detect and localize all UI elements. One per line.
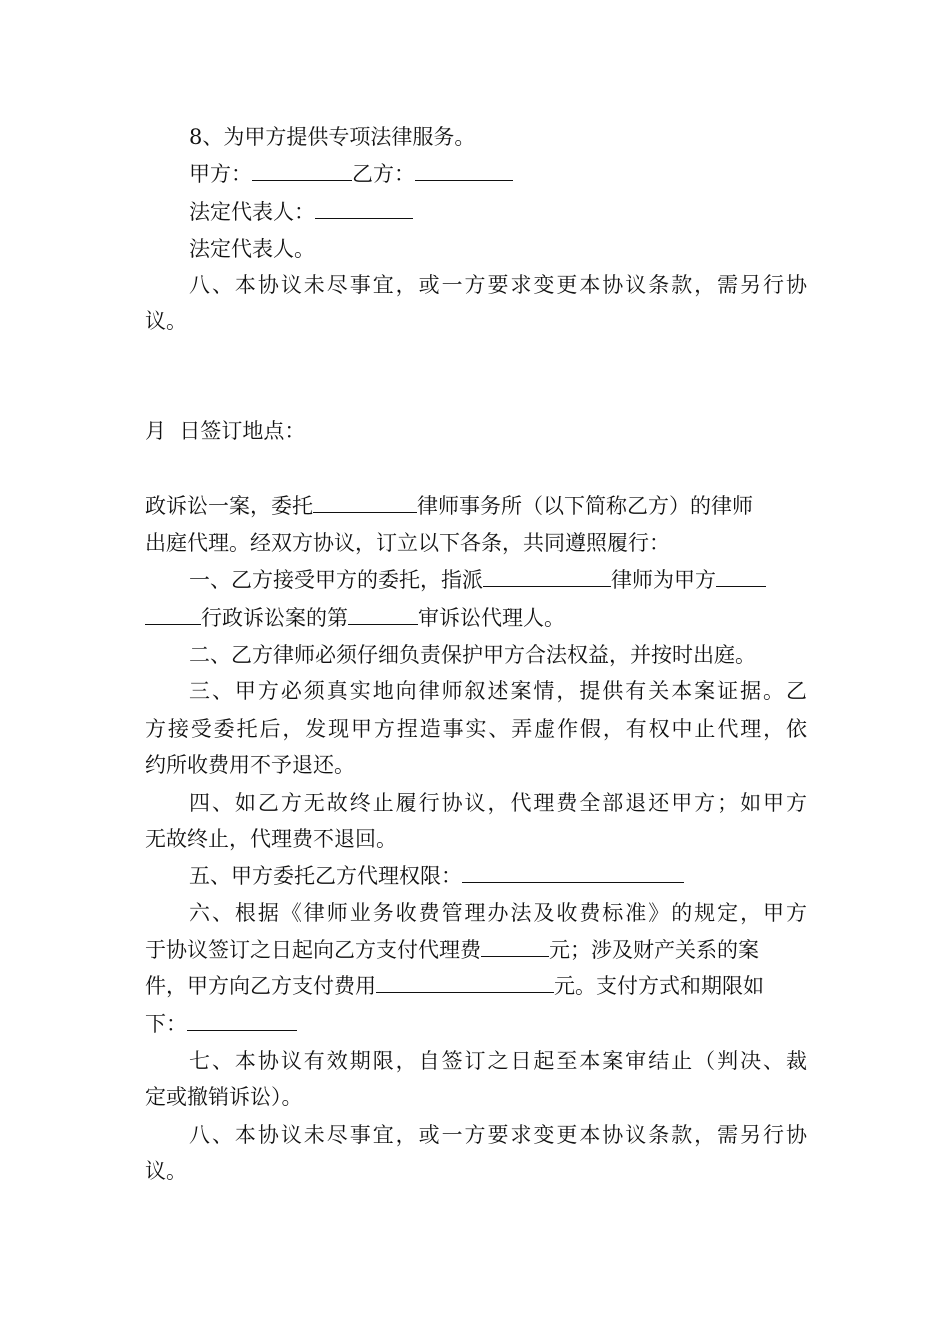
text-line: [145, 934, 807, 965]
case-blank-cont: [145, 602, 201, 625]
party-b-label: 乙方：: [352, 162, 415, 186]
party-b-blank: [415, 158, 513, 181]
signature-block-line: [145, 416, 807, 446]
text-line: [145, 714, 807, 744]
clause-6-cont: 于协议签订之日起向乙方支付代理费: [145, 938, 481, 962]
clause-7-text: 七、本协议有效期限，自签订之日起至本案审结止（判决、裁: [189, 1049, 807, 1073]
clause-4-text: 四、如乙方无故终止履行协议，代理费全部退还甲方；如甲方: [189, 791, 807, 815]
item-8-text: 8、为甲方提供专项法律服务。: [189, 125, 476, 149]
case-blank: [716, 564, 766, 587]
text-line: [189, 122, 807, 152]
preamble-end: 出庭代理。经双方协议，订立以下各条，共同遵照履行：: [145, 531, 670, 555]
clause-3-text: 三、甲方必须真实地向律师叙述案情，提供有关本案证据。乙: [189, 679, 807, 703]
payment-terms-blank: [187, 1008, 297, 1031]
text-line: [145, 528, 807, 558]
property-fee-blank: [376, 970, 554, 993]
legal-rep-label: 法定代表人：: [189, 200, 315, 224]
text-line: [189, 898, 807, 928]
date-place-label: 月 日签订地点：: [145, 419, 306, 443]
clause-6-text: 六、根据《律师业务收费管理办法及收费标准》的规定，甲方: [189, 901, 807, 925]
clause-1-text: 一、乙方接受甲方的委托，指派: [189, 568, 483, 592]
clause-8-text: 八、本协议未尽事宜，或一方要求变更本协议条款，需另行协: [189, 273, 807, 297]
clause-3-cont: 方接受委托后，发现甲方捏造事实、弄虚作假，有权中止代理，依: [145, 717, 807, 741]
clause-6-cont-c: 件，甲方向乙方支付费用: [145, 974, 376, 998]
text-line: [145, 824, 807, 854]
text-line: [189, 788, 807, 818]
legal-rep-blank: [315, 196, 413, 219]
clause-7-end: 定或撤销诉讼）。: [145, 1085, 303, 1109]
clause-8b-end: 议。: [145, 1159, 187, 1183]
law-firm-def: 律师事务所（以下简称乙方）的律师: [417, 494, 753, 518]
text-line: [189, 234, 807, 264]
text-line: [145, 970, 807, 1001]
clause-1-cont: 行政诉讼案的第: [201, 606, 348, 630]
text-line: [145, 1156, 807, 1186]
text-line: [145, 306, 807, 336]
signature-line-parties: [189, 158, 807, 189]
clause-5-text: 五、甲方委托乙方代理权限：: [189, 864, 462, 888]
text-line: [145, 750, 807, 780]
clause-8b-text: 八、本协议未尽事宜，或一方要求变更本协议条款，需另行协: [189, 1123, 807, 1147]
lawyer-name-blank: [483, 564, 611, 587]
clause-1-end: 审诉讼代理人。: [418, 606, 565, 630]
text-line: [189, 676, 807, 706]
clause-4-end: 无故终止，代理费不退回。: [145, 827, 397, 851]
legal-rep-text: 法定代表人。: [189, 237, 315, 261]
instance-blank: [348, 602, 418, 625]
clause-6-cont-b: 元；涉及财产关系的案: [549, 938, 759, 962]
text-line: [189, 564, 807, 595]
text-line: [189, 1120, 807, 1150]
authority-blank: [462, 860, 684, 883]
clause-8-cont: 议。: [145, 309, 187, 333]
text-line: [189, 860, 807, 891]
clause-1-text-b: 律师为甲方: [611, 568, 716, 592]
clause-6-cont-d: 元。支付方式和期限如: [554, 974, 764, 998]
entrust-text: 政诉讼一案，委托: [145, 494, 313, 518]
signature-line-rep: [189, 196, 807, 227]
party-a-blank: [252, 158, 352, 181]
text-line: [189, 1046, 807, 1076]
text-line: [189, 640, 807, 670]
fee-blank: [481, 934, 549, 957]
party-a-label: 甲方：: [189, 162, 252, 186]
text-line: [145, 490, 807, 521]
text-line: [145, 1082, 807, 1112]
law-firm-blank: [313, 490, 417, 513]
clause-6-end: 下：: [145, 1012, 187, 1036]
text-line: [189, 270, 807, 300]
text-line: [145, 602, 807, 633]
clause-3-end: 约所收费用不予退还。: [145, 753, 355, 777]
text-line: [145, 1008, 807, 1039]
clause-2-text: 二、乙方律师必须仔细负责保护甲方合法权益，并按时出庭。: [189, 643, 756, 667]
